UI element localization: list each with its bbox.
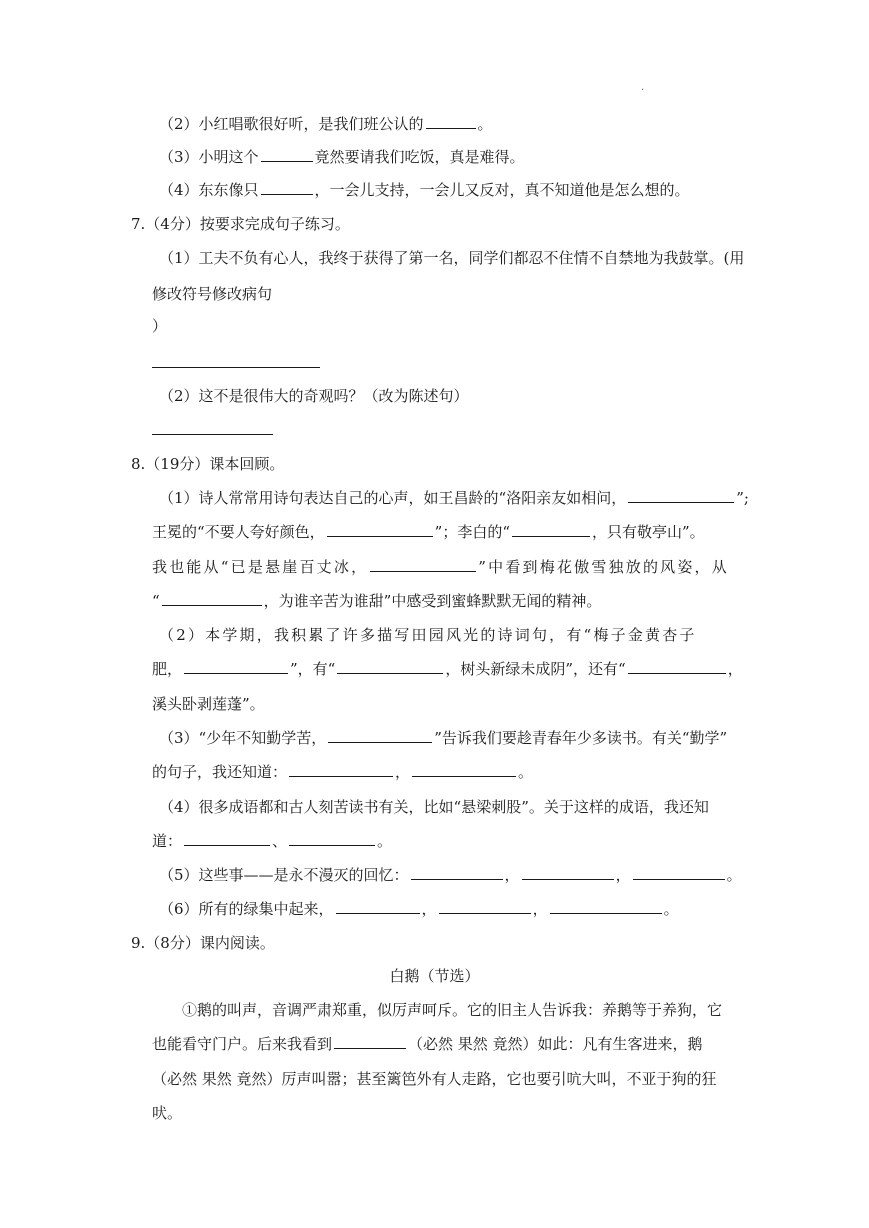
q6-item-4: （4）东东像只 ，一会儿支持，一会儿又反对，真不知道他是怎么想的。 xyxy=(159,181,690,199)
passage-title: 白鹅（节选） xyxy=(389,967,480,985)
answer-blank[interactable] xyxy=(334,1034,406,1049)
answer-blank[interactable] xyxy=(289,831,375,846)
q8-p2-line3: 溪头卧剥莲蓬”。 xyxy=(152,695,265,713)
passage-line3: （必然 果然 竟然）厉声叫嚣；甚至篱笆外有人走路，它也要引吭大叫，不亚于狗的狂 xyxy=(152,1070,717,1088)
answer-blank[interactable] xyxy=(328,728,432,743)
answer-blank[interactable] xyxy=(550,899,662,914)
q8-p4-line1: （4）很多成语都和古人刻苦读书有关，比如“悬梁刺股”。关于这样的成语，我还知 xyxy=(159,798,709,816)
answer-blank[interactable] xyxy=(426,114,476,129)
answer-blank[interactable] xyxy=(261,147,313,162)
answer-blank[interactable] xyxy=(628,659,726,674)
answer-blank[interactable] xyxy=(184,831,270,846)
passage-line2: 也能看守门户。后来我看到 （必然 果然 竟然）如此：凡有生客进来，鹅 xyxy=(152,1035,703,1053)
q7-answer-line-2[interactable] xyxy=(152,434,273,435)
answer-blank[interactable] xyxy=(628,488,734,503)
q7-item-2: （2）这不是很伟大的奇观吗？（改为陈述句） xyxy=(159,387,469,405)
q6-item-2: （2）小红唱歌很好听，是我们班公认的 。 xyxy=(159,115,493,133)
answer-blank[interactable] xyxy=(289,762,393,777)
q8-p2-line2: 肥， ”，有“ ，树头新绿未成阴”，还有“ ， xyxy=(152,660,743,678)
q6-item-3: （3）小明这个 竟然要请我们吃饭，真是难得。 xyxy=(159,148,525,166)
q8-p4-line2: 道： 、 。 xyxy=(152,832,393,850)
q7-item-1-line3: ） xyxy=(152,317,168,335)
passage-line1: ①鹅的叫声，音调严肃郑重，似厉声呵斥。它的旧主人告诉我：养鹅等于养狗，它 xyxy=(182,1001,723,1019)
q8-heading: 8.（19分）课本回顾。 xyxy=(131,455,285,473)
q8-p3-line2: 的句子，我还知道： ， 。 xyxy=(152,763,534,781)
answer-blank[interactable] xyxy=(439,899,531,914)
answer-blank[interactable] xyxy=(261,180,313,195)
answer-blank[interactable] xyxy=(522,865,614,880)
q7-item-1-line1: （1）工夫不负有心人，我终于获得了第一名，同学们都忍不住情不自禁地为我鼓掌。(用 xyxy=(159,249,745,267)
q9-heading: 9.（8分）课内阅读。 xyxy=(131,934,275,952)
answer-blank[interactable] xyxy=(184,659,288,674)
answer-blank[interactable] xyxy=(633,865,725,880)
q8-p1-line2: 王冕的“不要人夸好颜色， ”；李白的“ ，只有敬亭山”。 xyxy=(152,523,705,541)
q7-answer-line-1[interactable] xyxy=(152,367,320,368)
q8-p1-line3: 我也能从“已是悬崖百丈冰， ”中看到梅花傲雪独放的风姿，从 xyxy=(152,558,729,576)
answer-blank[interactable] xyxy=(512,522,590,537)
q8-p1-line4: “ ，为谁辛苦为谁甜”中感受到蜜蜂默默无闻的精神。 xyxy=(152,592,602,610)
answer-blank[interactable] xyxy=(412,762,516,777)
q8-p3-line1: （3）“少年不知勤学苦， ”告诉我们要趁青春年少多读书。有关“勤学” xyxy=(159,729,728,747)
answer-blank[interactable] xyxy=(327,522,433,537)
passage-line4: 吠。 xyxy=(152,1104,183,1122)
answer-blank[interactable] xyxy=(411,865,503,880)
answer-blank[interactable] xyxy=(370,557,476,572)
answer-blank[interactable] xyxy=(162,591,262,606)
q8-p6: （6）所有的绿集中起来， ， ， 。 xyxy=(159,900,679,918)
q7-heading: 7.（4分）按要求完成句子练习。 xyxy=(131,215,350,233)
answer-blank[interactable] xyxy=(337,659,443,674)
q8-p5: （5）这些事——是永不漫灭的回忆： ， ， 。 xyxy=(159,866,742,884)
q8-p2-line1: （2）本学期，我积累了许多描写田园风光的诗词句，有“梅子金黄杏子 xyxy=(159,626,697,644)
corner-mark: . xyxy=(641,82,645,93)
answer-blank[interactable] xyxy=(336,899,420,914)
q8-p1-line1: （1）诗人常常用诗句表达自己的心声，如王昌龄的“洛阳亲友如相问， ”; xyxy=(159,489,749,507)
q7-item-1-line2: 修改符号修改病句 xyxy=(152,285,273,303)
